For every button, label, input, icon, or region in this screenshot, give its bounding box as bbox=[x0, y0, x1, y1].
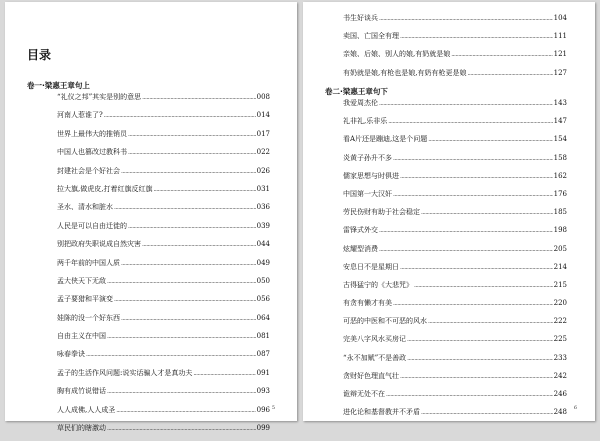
toc-entry-page: 222 bbox=[553, 317, 567, 326]
toc-entry-title: 安息日不是星期日 bbox=[343, 262, 399, 271]
toc-list bbox=[343, 98, 567, 425]
toc-entry[interactable] bbox=[57, 129, 270, 147]
toc-entry-title: 别把政府失职说成自然灾害 bbox=[57, 240, 141, 249]
toc-entry-page: 014 bbox=[256, 111, 270, 120]
toc-entry-page: 158 bbox=[553, 153, 567, 162]
toc-entry-title: 胸有成竹说错话 bbox=[57, 387, 106, 396]
leader-dots bbox=[116, 407, 255, 414]
leader-dots bbox=[128, 149, 256, 156]
left-page bbox=[5, 2, 297, 433]
toc-entry-page: 017 bbox=[256, 129, 270, 138]
toc-entry-title: 封建社会是个好社会 bbox=[57, 166, 120, 175]
leader-dots bbox=[193, 370, 255, 377]
toc-entry-title: 自由主义在中国 bbox=[57, 332, 106, 341]
toc-entry-title: 炫耀型消费 bbox=[343, 244, 378, 253]
toc-entry-page: 022 bbox=[256, 148, 270, 157]
toc-entry-page: 176 bbox=[553, 189, 567, 198]
toc-entry-page: 143 bbox=[553, 99, 567, 107]
leader-dots bbox=[142, 94, 255, 101]
toc-entry[interactable] bbox=[57, 294, 270, 312]
toc-entry-title: 卖国、亡国全有理 bbox=[343, 32, 399, 41]
toc-entry-title: 儒家思想与时俱进 bbox=[343, 171, 399, 180]
toc-entry-page: 056 bbox=[256, 295, 270, 304]
leader-dots bbox=[421, 209, 553, 216]
toc-entry-title: 中国人也篡改过教科书 bbox=[57, 148, 127, 157]
leader-dots bbox=[421, 409, 553, 416]
toc-entry[interactable] bbox=[57, 221, 270, 239]
toc-entry[interactable] bbox=[57, 405, 270, 423]
page-number: 5 bbox=[271, 405, 275, 411]
toc-entry-page: 050 bbox=[256, 276, 270, 285]
toc-entry[interactable] bbox=[57, 349, 270, 367]
toc-entry-title: 有奶就是娘,有枪也是娘,有奶有枪更是娘 bbox=[343, 68, 467, 77]
toc-entry-title: 圣水、清水和脏水 bbox=[57, 203, 113, 212]
toc-entry-title: “永不加赋”不是善政 bbox=[343, 353, 407, 362]
leader-dots bbox=[104, 112, 256, 119]
leader-dots bbox=[400, 173, 553, 180]
toc-entry-page: 162 bbox=[553, 171, 567, 180]
toc-entry[interactable] bbox=[57, 331, 270, 349]
toc-entry-page: 198 bbox=[553, 226, 567, 235]
toc-entry-page: 127 bbox=[553, 68, 567, 77]
leader-dots bbox=[388, 118, 552, 125]
toc-entry[interactable] bbox=[57, 423, 270, 441]
toc-entry[interactable] bbox=[57, 110, 270, 128]
toc-entry-title: “礼仪之邦”其实是别的意思 bbox=[57, 93, 142, 101]
toc-entry-page: 008 bbox=[256, 93, 270, 101]
leader-dots bbox=[121, 168, 256, 175]
toc-entry-title: 完美八字风水买房记 bbox=[343, 335, 406, 344]
toc-list-continued bbox=[343, 13, 567, 86]
toc-entry-title: 娃陈的没一个好东西 bbox=[57, 313, 120, 322]
leader-dots bbox=[107, 333, 256, 340]
toc-entry-page: 031 bbox=[256, 184, 270, 193]
toc-entry-page: 049 bbox=[256, 258, 270, 267]
toc-entry-page: 233 bbox=[553, 353, 567, 362]
leader-dots bbox=[142, 241, 256, 248]
leader-dots bbox=[400, 33, 553, 40]
toc-entry-title: 礼非礼,乐非乐 bbox=[343, 117, 388, 126]
leader-dots bbox=[400, 264, 553, 271]
toc-entry-page: 044 bbox=[256, 240, 270, 249]
leader-dots bbox=[121, 315, 256, 322]
toc-entry-page: 225 bbox=[553, 335, 567, 344]
toc-entry-title: 炎黄子孙升不多 bbox=[343, 153, 392, 162]
toc-entry[interactable] bbox=[57, 313, 270, 331]
toc-entry-page: 081 bbox=[256, 332, 270, 341]
page-number: 6 bbox=[573, 405, 577, 411]
toc-list bbox=[57, 92, 270, 441]
toc-entry-title: 两千年前的中国人质 bbox=[57, 258, 120, 267]
toc-entry-title: 河南人惹谁了? bbox=[57, 111, 103, 120]
leader-dots bbox=[379, 15, 553, 22]
toc-entry[interactable] bbox=[343, 189, 567, 207]
toc-entry[interactable] bbox=[57, 202, 270, 220]
toc-entry-title: 可恶的中医和不可恶的风水 bbox=[343, 317, 427, 326]
leader-dots bbox=[114, 296, 256, 303]
toc-entry[interactable] bbox=[57, 92, 270, 110]
toc-entry-title: 我爱周杰伦 bbox=[343, 99, 378, 107]
leader-dots bbox=[407, 336, 553, 343]
toc-entry[interactable] bbox=[343, 171, 567, 189]
leader-dots bbox=[107, 425, 256, 432]
toc-entry-title: 亲娘、后娘、别人的娘,有奶就是娘 bbox=[343, 50, 451, 59]
toc-entry-page: 039 bbox=[256, 221, 270, 230]
toc-entry-page: 214 bbox=[553, 262, 567, 271]
toc-entry-title: 孟大侠天下无敌 bbox=[57, 276, 106, 285]
leader-dots bbox=[86, 351, 256, 358]
leader-dots bbox=[393, 155, 553, 162]
toc-entry[interactable] bbox=[343, 371, 567, 389]
toc-entry[interactable] bbox=[343, 98, 567, 116]
toc-entry[interactable] bbox=[343, 116, 567, 134]
leader-dots bbox=[393, 191, 553, 198]
leader-dots bbox=[451, 51, 552, 58]
toc-entry-page: 087 bbox=[256, 350, 270, 359]
toc-entry[interactable] bbox=[343, 225, 567, 243]
toc-entry-page: 111 bbox=[553, 32, 567, 41]
toc-entry-page: 215 bbox=[553, 280, 567, 289]
toc-entry[interactable] bbox=[343, 68, 567, 86]
toc-entry-title: 劳民伤财有助于社会稳定 bbox=[343, 208, 420, 217]
toc-entry[interactable] bbox=[343, 316, 567, 334]
section-heading: 卷一·梁惠王章句上 bbox=[27, 81, 90, 90]
toc-entry-title: 中国第一大汉奸 bbox=[343, 189, 392, 198]
toc-entry[interactable] bbox=[343, 153, 567, 171]
toc-entry[interactable] bbox=[343, 207, 567, 225]
leader-dots bbox=[121, 260, 256, 267]
toc-entry[interactable] bbox=[57, 276, 270, 294]
leader-dots bbox=[393, 300, 553, 307]
toc-entry-title: 咏春拳诀 bbox=[57, 350, 85, 359]
toc-entry-page: 205 bbox=[553, 244, 567, 253]
toc-entry-title: 看A片还是蹦迪,这是个问题 bbox=[343, 135, 428, 144]
leader-dots bbox=[414, 282, 553, 289]
toc-entry-title: 孟子的生活作风问题:说实话骗人才是真功夫 bbox=[57, 368, 193, 377]
toc-entry[interactable] bbox=[57, 184, 270, 202]
leader-dots bbox=[467, 70, 552, 77]
toc-entry-title: 诡辩无处不在 bbox=[343, 390, 385, 398]
toc-entry-title: 草民们的瞎激动 bbox=[57, 424, 106, 433]
leader-dots bbox=[114, 204, 256, 211]
leader-dots bbox=[128, 131, 256, 138]
toc-entry-title: 人人成佛,人人成圣 bbox=[57, 405, 116, 414]
toc-entry-page: 185 bbox=[553, 208, 567, 217]
toc-entry[interactable] bbox=[57, 386, 270, 404]
toc-entry[interactable] bbox=[343, 389, 567, 407]
toc-entry-page: 099 bbox=[256, 424, 270, 433]
toc-entry[interactable] bbox=[343, 262, 567, 280]
leader-dots bbox=[379, 227, 553, 234]
toc-entry-page: 242 bbox=[553, 371, 567, 380]
toc-entry-page: 093 bbox=[256, 387, 270, 396]
toc-entry[interactable] bbox=[57, 166, 270, 184]
toc-entry[interactable] bbox=[57, 258, 270, 276]
leader-dots bbox=[379, 100, 553, 107]
toc-entry-title: 书生好谈兵 bbox=[343, 14, 378, 22]
leader-dots bbox=[153, 186, 255, 193]
toc-entry[interactable] bbox=[343, 280, 567, 298]
toc-entry-title: 古得猛宁的《大悲咒》 bbox=[343, 280, 413, 289]
toc-entry-title: 进化论和基督教并不矛盾 bbox=[343, 408, 420, 417]
toc-entry-title: 世界上最伟大的推销员 bbox=[57, 129, 127, 138]
leader-dots bbox=[379, 246, 553, 253]
toc-entry[interactable] bbox=[57, 368, 270, 386]
toc-entry-page: 248 bbox=[553, 408, 567, 417]
toc-entry-title: 有贪有懒才有美 bbox=[343, 299, 392, 308]
section-heading: 卷二·梁惠王章句下 bbox=[325, 87, 388, 96]
leader-dots bbox=[386, 391, 553, 398]
toc-entry-page: 246 bbox=[553, 390, 567, 398]
toc-entry[interactable] bbox=[57, 147, 270, 165]
toc-entry[interactable] bbox=[57, 239, 270, 257]
leader-dots bbox=[428, 318, 553, 325]
toc-entry-title: 雷锋式外交 bbox=[343, 226, 378, 235]
toc-entry[interactable] bbox=[343, 13, 567, 31]
toc-entry-page: 096 bbox=[256, 405, 270, 414]
leader-dots bbox=[428, 136, 552, 143]
toc-entry[interactable] bbox=[343, 298, 567, 316]
leader-dots bbox=[128, 223, 256, 230]
leader-dots bbox=[407, 355, 552, 362]
toc-entry[interactable] bbox=[343, 31, 567, 49]
toc-entry[interactable] bbox=[343, 134, 567, 152]
toc-entry-page: 036 bbox=[256, 203, 270, 212]
page-title: 目录 bbox=[27, 48, 52, 62]
leader-dots bbox=[107, 388, 256, 395]
toc-entry[interactable] bbox=[343, 407, 567, 425]
toc-entry[interactable] bbox=[343, 49, 567, 67]
toc-entry-page: 091 bbox=[256, 368, 270, 377]
toc-entry-page: 220 bbox=[553, 299, 567, 308]
toc-entry-title: 孟子要猎和平演变 bbox=[57, 295, 113, 304]
toc-entry-page: 154 bbox=[553, 135, 567, 144]
leader-dots bbox=[400, 373, 553, 380]
toc-entry[interactable] bbox=[343, 334, 567, 352]
toc-entry-page: 121 bbox=[553, 50, 567, 59]
toc-entry-title: 贪财好色理直气壮 bbox=[343, 371, 399, 380]
right-page bbox=[303, 2, 595, 421]
toc-entry[interactable] bbox=[343, 244, 567, 262]
toc-entry-page: 147 bbox=[553, 117, 567, 126]
toc-entry-title: 拉大旗,做虎皮,打着红旗反红旗 bbox=[57, 184, 153, 193]
toc-entry[interactable] bbox=[343, 353, 567, 371]
toc-entry-page: 064 bbox=[256, 313, 270, 322]
toc-entry-page: 026 bbox=[256, 166, 270, 175]
leader-dots bbox=[107, 278, 256, 285]
toc-entry-title: 人民是可以自由迁徙的 bbox=[57, 221, 127, 230]
toc-entry-page: 104 bbox=[553, 14, 567, 22]
